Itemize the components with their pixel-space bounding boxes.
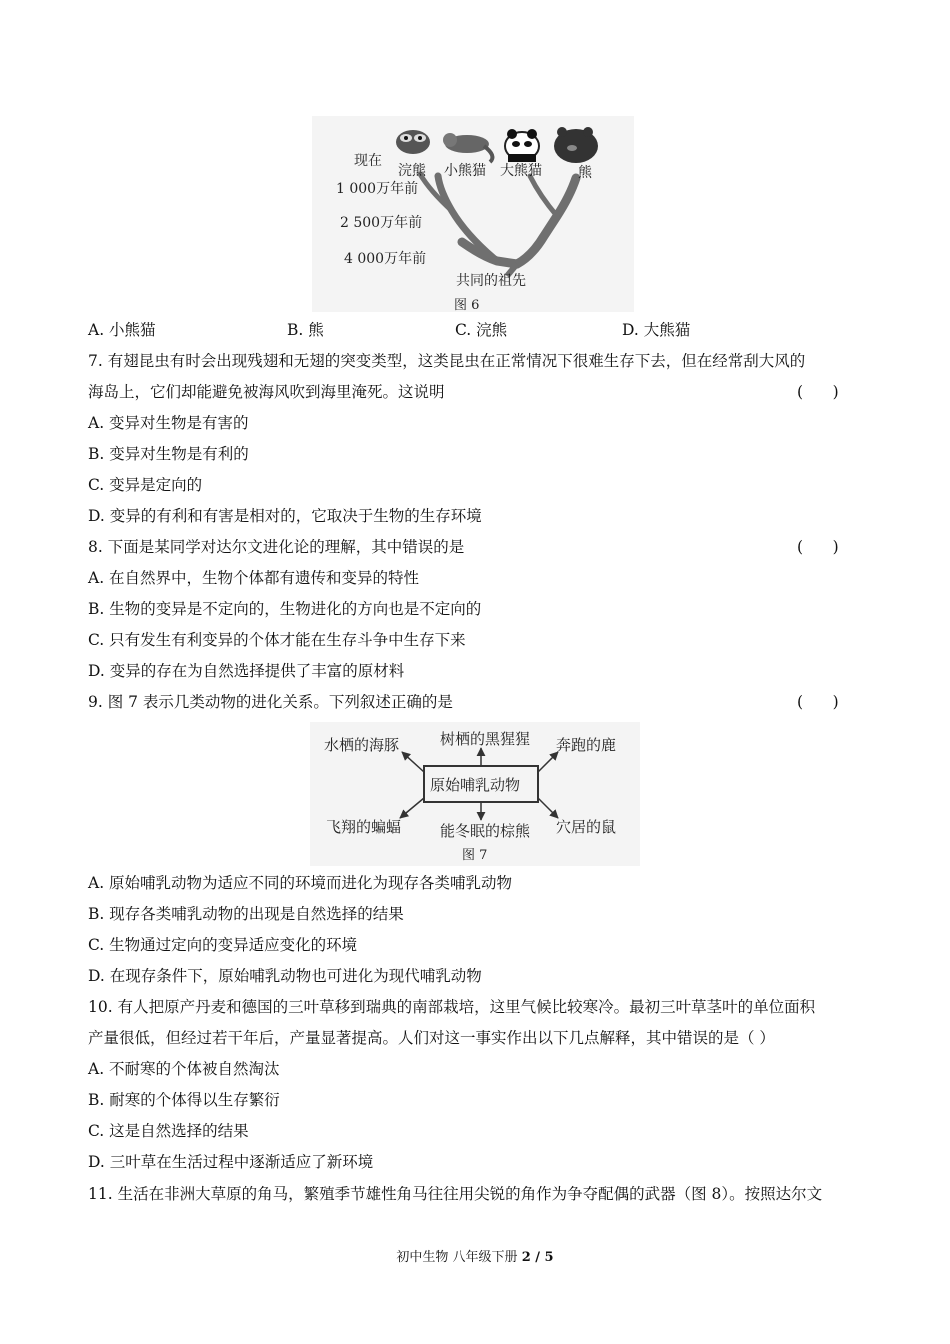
label-bat: 飞翔的蝙蝠 bbox=[326, 818, 402, 836]
q9-option-d: D. 在现存条件下，原始哺乳动物也可进化为现代哺乳动物 bbox=[88, 967, 482, 985]
q9-option-a: A. 原始哺乳动物为适应不同的环境而进化为现存各类哺乳动物 bbox=[88, 874, 513, 892]
time-label-25m: 2 500万年前 bbox=[340, 215, 423, 231]
q8-option-c: C. 只有发生有利变异的个体才能在生存斗争中生存下来 bbox=[88, 631, 466, 649]
arrow-top-left bbox=[402, 752, 424, 772]
arrow-bottom-left bbox=[400, 798, 424, 818]
label-chimpanzee: 树栖的黑猩猩 bbox=[440, 730, 531, 748]
q10-option-c: C. 这是自然选择的结果 bbox=[88, 1122, 249, 1140]
common-ancestor-label: 共同的祖先 bbox=[456, 273, 526, 289]
animal-label-red-panda: 小熊猫 bbox=[444, 163, 486, 179]
time-label-now: 现在 bbox=[354, 153, 382, 169]
raccoon-icon bbox=[396, 130, 430, 154]
q7-option-d: D. 变异的有利和有害是相对的，它取决于生物的生存环境 bbox=[88, 507, 482, 525]
figure-6-caption: 图 6 bbox=[454, 298, 480, 313]
q7-option-b: B. 变异对生物是有利的 bbox=[88, 445, 249, 463]
tree-trunk bbox=[462, 178, 576, 264]
footer-text: 初中生物 八年级下册 bbox=[396, 1250, 522, 1265]
q9-stem: 9. 图 7 表示几类动物的进化关系。下列叙述正确的是 bbox=[88, 693, 453, 711]
q9-option-c: C. 生物通过定向的变异适应变化的环境 bbox=[88, 936, 358, 954]
q10-stem-line1: 10. 有人把原产丹麦和德国的三叶草移到瑞典的南部栽培，这里气候比较寒冷。最初三叶草茎叶的单位面积 bbox=[88, 998, 816, 1016]
tree-branch-panda bbox=[530, 176, 557, 216]
label-deer: 奔跑的鹿 bbox=[556, 736, 617, 754]
q8-answer-paren: ( ) bbox=[797, 538, 839, 556]
center-label: 原始哺乳动物 bbox=[430, 776, 521, 794]
q6-option-c: C. 浣熊 bbox=[455, 321, 508, 339]
bear-icon bbox=[554, 127, 598, 163]
label-mouse: 穴居的鼠 bbox=[556, 818, 617, 836]
q10-option-a: A. 不耐寒的个体被自然淘汰 bbox=[88, 1060, 280, 1078]
giant-panda-icon bbox=[505, 129, 539, 162]
q10-option-b: B. 耐寒的个体得以生存繁衍 bbox=[88, 1091, 280, 1109]
arrow-top-right bbox=[538, 752, 558, 772]
figure-7 bbox=[310, 722, 640, 866]
red-panda-icon bbox=[443, 133, 492, 162]
q8-option-b: B. 生物的变异是不定向的，生物进化的方向也是不定向的 bbox=[88, 600, 482, 618]
q6-option-d: D. 大熊猫 bbox=[622, 321, 691, 339]
animal-label-giant-panda: 大熊猫 bbox=[500, 163, 542, 179]
figure-7-caption: 图 7 bbox=[462, 848, 488, 863]
q7-answer-paren: ( ) bbox=[797, 383, 839, 401]
page-footer bbox=[0, 1246, 950, 1265]
q8-option-d: D. 变异的存在为自然选择提供了丰富的原材料 bbox=[88, 662, 405, 680]
figure-6 bbox=[312, 116, 634, 312]
animal-label-raccoon: 浣熊 bbox=[398, 163, 426, 179]
q10-stem-line2: 产量很低，但经过若干年后，产量显著提高。人们对这一事实作出以下几点解释，其中错误的是（ ） bbox=[88, 1029, 775, 1047]
q11-stem-line1: 11. 生活在非洲大草原的角马，繁殖季节雄性角马往往用尖锐的角作为争夺配偶的武器（图 8）。按照达尔文 bbox=[88, 1185, 823, 1203]
label-brown-bear: 能冬眠的棕熊 bbox=[440, 822, 531, 840]
q6-option-b: B. 熊 bbox=[287, 321, 324, 339]
q7-stem-line2: 海岛上，它们却能避免被海风吹到海里淹死。这说明 bbox=[88, 383, 445, 401]
q9-answer-paren: ( ) bbox=[797, 693, 839, 711]
arrow-bottom-right bbox=[538, 798, 558, 818]
q7-stem-line1: 7. 有翅昆虫有时会出现残翅和无翅的突变类型，这类昆虫在正常情况下很难生存下去，但在经常刮大风的 bbox=[88, 352, 806, 370]
animal-label-bear: 熊 bbox=[578, 165, 592, 181]
q8-option-a: A. 在自然界中，生物个体都有遗传和变异的特性 bbox=[88, 569, 420, 587]
q7-option-a: A. 变异对生物是有害的 bbox=[88, 414, 249, 432]
time-label-40m: 4 000万年前 bbox=[344, 251, 427, 267]
q10-option-d: D. 三叶草在生活过程中逐渐适应了新环境 bbox=[88, 1153, 374, 1171]
q7-option-c: C. 变异是定向的 bbox=[88, 476, 203, 494]
page-number: 2 / 5 bbox=[521, 1250, 554, 1265]
q9-option-b: B. 现存各类哺乳动物的出现是自然选择的结果 bbox=[88, 905, 404, 923]
label-dolphin: 水栖的海豚 bbox=[324, 736, 400, 754]
q6-option-a: A. 小熊猫 bbox=[88, 321, 156, 339]
time-label-10m: 1 000万年前 bbox=[336, 181, 419, 197]
q8-stem: 8. 下面是某同学对达尔文进化论的理解，其中错误的是 bbox=[88, 538, 465, 556]
